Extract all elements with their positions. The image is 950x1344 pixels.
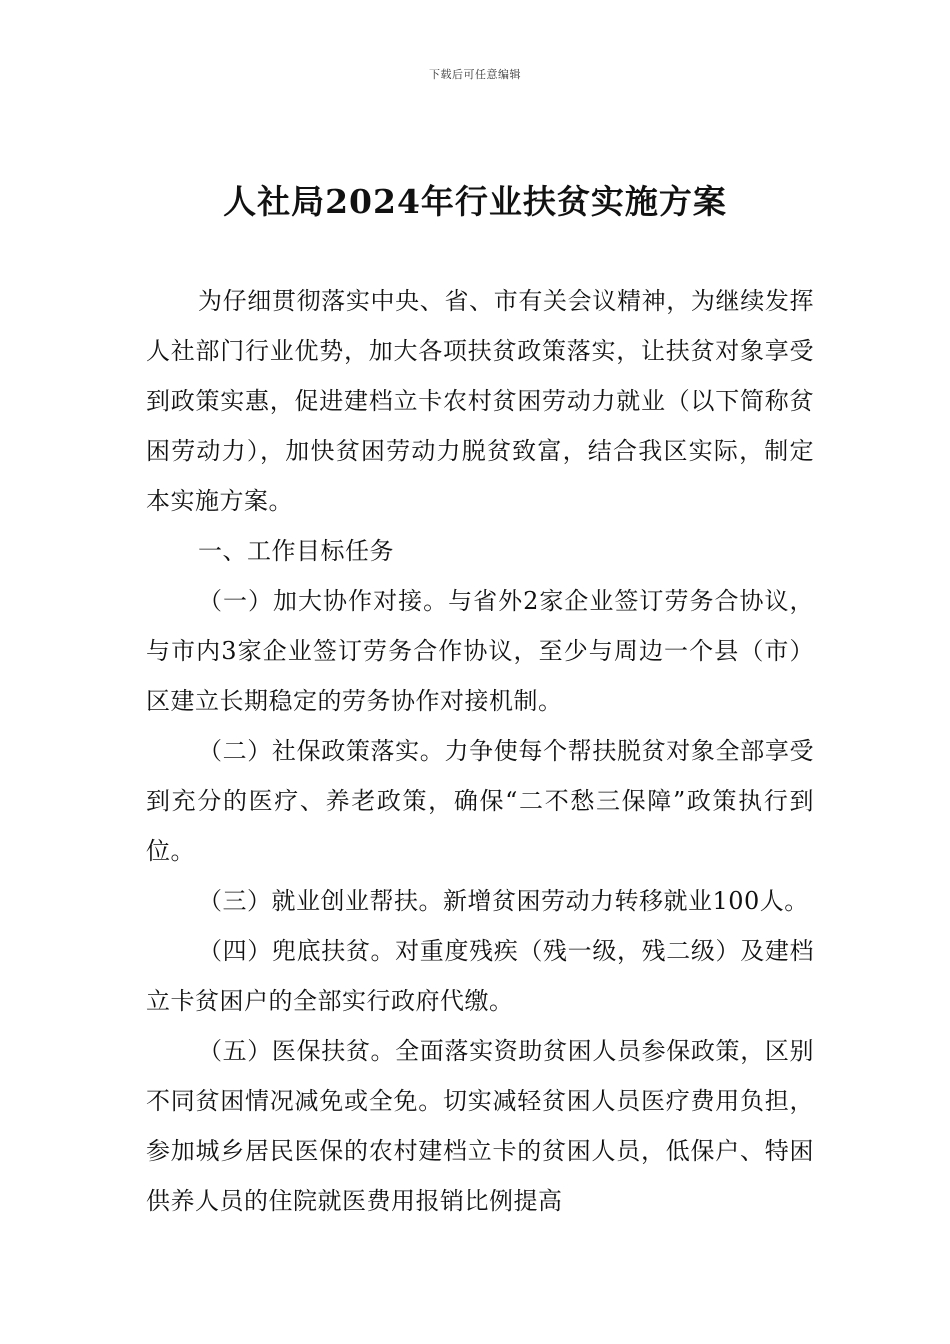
paragraph-item-4: （四）兜底扶贫。对重度残疾（残一级，残二级）及建档立卡贫困户的全部实行政府代缴。 — [146, 937, 814, 1015]
header-note: 下载后可任意编辑 — [429, 68, 521, 81]
paragraph-item-2: （二）社保政策落实。力争使每个帮扶脱贫对象全部享受到充分的医疗、养老政策，确保“二不愁三保障”政策执行到位。 — [146, 737, 814, 865]
document-title: 人社局2024年行业扶贫实施方案 — [223, 182, 727, 221]
paragraph-item-3: （三）就业创业帮扶。新增贫困劳动力转移就业100人。 — [198, 887, 809, 915]
paragraph-item-1: （一）加大协作对接。与省外2家企业签订劳务合协议，与市内3家企业签订劳务合作协议，至少与周边一个县（市）区建立长期稳定的劳务协作对接机制。 — [146, 587, 814, 715]
section-heading-goals: 一、工作目标任务 — [198, 537, 394, 565]
paragraph-intro: 为仔细贯彻落实中央、省、市有关会议精神，为继续发挥人社部门行业优势，加大各项扶贫政策落实，让扶贫对象享受到政策实惠，促进建档立卡农村贫困劳动力就业（以下简称贫困劳动力），加快贫困劳动力脱贫致富，结合我区实际，制定本实施方案。 — [146, 287, 814, 515]
document-body — [146, 276, 814, 1226]
paragraph-item-5: （五）医保扶贫。全面落实资助贫困人员参保政策，区别不同贫困情况减免或全免。切实减轻贫困人员医疗费用负担，参加城乡居民医保的农村建档立卡的贫困人员，低保户、特困供养人员的住院就医费用报销比例提高 — [146, 1037, 814, 1215]
